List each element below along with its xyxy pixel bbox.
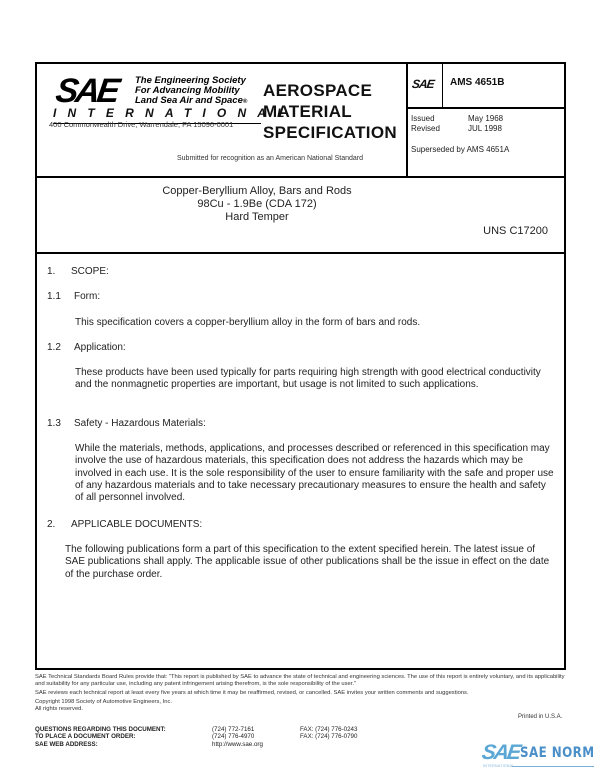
header-divider bbox=[37, 176, 564, 178]
sae-small-logo: SAE bbox=[411, 77, 435, 91]
legal-footer bbox=[35, 674, 575, 713]
section-1-2-text: These products have been used typically for parts requiring high strength with good electrical conductivity and the nonmagnetic properties are important, but usage is not limited to such applications. bbox=[75, 367, 541, 391]
sae-logo-mark: SAE bbox=[53, 72, 120, 110]
sae-international-wordmark: INTERNATIONAL bbox=[53, 106, 296, 120]
superseded-note: Superseded by AMS 4651A bbox=[411, 145, 510, 154]
section-1-3-text: While the materials, methods, applications, and processes described or referenced in this specification may involve the use of hazardous materials, this specification does not address the hazards which may be involved in each use. It is the sole responsibility of the user to ensure familiarity with the safe and proper use of any hazardous materials and to take necessary precautionary measures to ensure the health and safety of all personnel involved. bbox=[75, 443, 554, 504]
sae-web-link[interactable]: http://www.sae.org bbox=[212, 740, 263, 748]
title-block-divider bbox=[37, 252, 564, 254]
section-1-heading: 1. SCOPE: bbox=[47, 266, 109, 277]
section-1-2-heading: 1.2 Application: bbox=[47, 342, 126, 353]
section-2-heading: 2. APPLICABLE DOCUMENTS: bbox=[47, 519, 203, 530]
material-title: Copper-Beryllium Alloy, Bars and Rods 98Cu - 1.9Be (CDA 172) Hard Temper bbox=[162, 185, 352, 223]
watermark-sub: INTERNATIONAL bbox=[483, 764, 515, 768]
section-2-text: The following publications form a part of this specification to the extent specified herein. The latest issue of SAE publications shall apply. The applicable issue of other publications shall be the issue in effect on the date of the purchase order. bbox=[65, 544, 550, 580]
sae-tagline: The Engineering Society For Advancing Mobility Land Sea Air and Space® bbox=[135, 75, 248, 106]
spec-frame bbox=[35, 62, 566, 670]
document-type-title: AEROSPACE MATERIAL SPECIFICATION bbox=[263, 81, 397, 142]
sae-norm-watermark bbox=[482, 742, 598, 772]
revised-label: Revised bbox=[411, 123, 440, 133]
watermark-sae-mark: SAE bbox=[480, 741, 521, 764]
header-vertical-divider bbox=[406, 64, 408, 176]
sae-address: 400 Commonwealth Drive, Warrendale, PA 15096-0001 bbox=[49, 120, 234, 129]
section-1-3-heading: 1.3 Safety - Hazardous Materials: bbox=[47, 418, 206, 429]
tsb-notice: SAE Technical Standards Board Rules provide that: "This report is published by SAE to advance the state of technical and engineering sciences. The use of this report is entirely voluntary, and its applicability and suitability for any particular use, including any patent infringement arising therefrom, is the sole responsibility of the user." bbox=[35, 674, 565, 687]
review-notice: SAE reviews each technical report at least every five years at which time it may be reaffirmed, revised, or cancelled. SAE invites your written comments and suggestions. bbox=[35, 690, 469, 696]
watermark-line bbox=[512, 766, 594, 767]
copyright: Copyright 1998 Society of Automotive Engineers, Inc. bbox=[35, 699, 172, 705]
section-1-1-heading: 1.1 Form: bbox=[47, 291, 101, 302]
uns-number: UNS C17200 bbox=[483, 225, 548, 237]
doc-number: AMS 4651B bbox=[450, 77, 505, 88]
printed-in: Printed in U.S.A. bbox=[518, 714, 563, 720]
issue-dates bbox=[411, 114, 503, 133]
rights: All rights reserved. bbox=[35, 706, 84, 712]
right-panel-divider bbox=[406, 107, 564, 109]
revised-date: JUL 1998 bbox=[468, 123, 502, 133]
document-page: SAE The Engineering Society For Advancing Mobility Land Sea Air and Space® INTERNATIONAL 400 Commonwealth Drive, Warrendale, PA 15096-0001 AEROSPACE MATERIAL SPECIFICATION Submitted for recognition as an American National Standard SAE AMS 4651B Issued May 1968 Revised JUL 1998 Superseded by AMS 4651A Copper-Beryllium Alloy, Bars and Rods 98Cu - 1.9Be (CDA 172) Hard Temper UNS C17200 1. SCOPE: 1.1 Form: This specification covers a copper-beryllium alloy in the form of bars and rods. 1.2 Application: These products have been used typically for parts requiring high strength with good electrical conductivity and the nonmagnetic properties are important, but usage is not limited to such applications. 1.3 Safety - Hazardous Materials: While the materials, methods, applications, and processes described or referenced in this specification may involve the use of hazardous materials, this specification does not address the hazards which may be involved in each use. It is the sole responsibility of the user to ensure familiarity with the safe and proper use of any hazardous materials and to take necessary precautionary measures to ensure the health and safety of all personnel involved. 2. APPLICABLE DOCUMENTS: The following publications form a part of this specification to the extent specified herein. The latest issue of SAE publications shall apply. The applicable issue of other publications shall be the issue in effect on the date of the purchase order. SAE Technical Standards Board Rules provide that: "This report is published by SAE to advance the state of technical and engineering sciences. The use of this report is entirely voluntary, and its applicability and suitability for any particular use, including any patent infringement arising therefrom, is the sole responsibility of the user." SAE reviews each technical report at least every five years at which time it may be reaffirmed, revised, or cancelled. SAE invites your written comments and suggestions. Copyright 1998 Society of Automotive Engineers, Inc. All rights reserved. Printed in U.S.A. QUESTIONS REGARDING THIS DOCUMENT: (724) 772-7161 FAX: (724) 776-0243 TO PLACE A DOCUMENT ORDER: (724) 776-4970 FAX: (724) 776-0790 SAE WEB ADDRESS: http://www.sae.org SAE SAE NORM INTERNATIONAL bbox=[0, 0, 600, 776]
watermark-text: SAE NORM bbox=[520, 745, 595, 761]
section-1-1-text: This specification covers a copper-beryllium alloy in the form of bars and rods. bbox=[75, 317, 421, 328]
right-panel-logo-divider bbox=[442, 64, 443, 107]
issued-label: Issued bbox=[411, 114, 435, 123]
issued-date: May 1968 bbox=[468, 114, 504, 123]
ans-submission-note: Submitted for recognition as an American National Standard bbox=[177, 155, 363, 162]
